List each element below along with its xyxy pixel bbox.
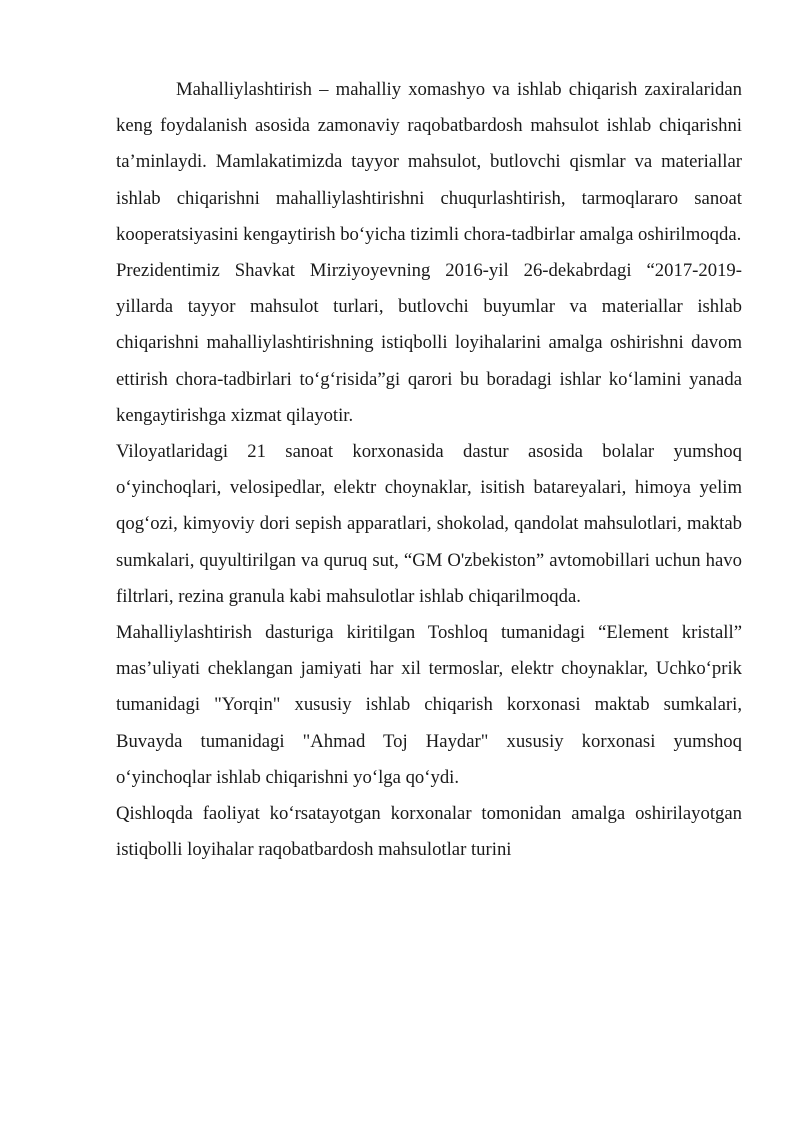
paragraph-localization-definition: Mahalliylashtirish – mahalliy xomashyo va ishlab chiqarish zaxiralaridan keng foydalanish asosida zamonaviy raqobatbardosh mahsulot ishlab chiqarishni ta’minlaydi. Mamlakatimizda tayyor mahsulot, butlovchi qismlar va materiallar ishlab chiqarishni mahalliylashtirishni chuqurlashtirish, tarmoqlararo sanoat kooperatsiyasini kengaytirish bo‘yicha tizimli chora-tadbirlar amalga oshirilmoqda. xyxy=(116,79,742,245)
document-page xyxy=(116,72,742,868)
paragraph-regional-enterprises: Viloyatlaridagi 21 sanoat korxonasida dastur asosida bolalar yumshoq o‘yinchoqlari, velosipedlar, elektr choynaklar, isitish batareyalari, himoya yelim qog‘ozi, kimyoviy dori sepish apparatlari, shokolad, qandolat mahsulotlari, maktab sumkalari, quyultirilgan va quruq sut, “GM O'zbekiston” avtomobillari uchun havo filtrlari, rezina granula kabi mahsulotlar ishlab chiqarilmoqda. xyxy=(116,441,742,607)
paragraph-localization-program: Mahalliylashtirish dasturiga kiritilgan Toshloq tumanidagi “Element kristall” mas’uliyati cheklangan jamiyati har xil termoslar, elektr choynaklar, Uchko‘prik tumanidagi "Yorqin" xususiy ishlab chiqarish korxonasi maktab sumkalari, Buvayda tumanidagi "Ahmad Toj Haydar" xususiy korxonasi yumshoq o‘yinchoqlar ishlab chiqarishni yo‘lga qo‘ydi. xyxy=(116,622,742,788)
paragraph-rural-enterprises: Qishloqda faoliyat ko‘rsatayotgan korxonalar tomonidan amalga oshirilayotgan istiqbolli loyihalar raqobatbardosh mahsulotlar turini xyxy=(116,803,742,861)
paragraph-presidential-decree: Prezidentimiz Shavkat Mirziyoyevning 2016-yil 26-dekabrdagi “2017-2019-yillarda tayyor mahsulot turlari, butlovchi buyumlar va materiallar ishlab chiqarishni mahalliylashtirishning istiqbolli loyihalarini amalga oshirishni davom ettirish chora-tadbirlari to‘g‘risida”gi qarori bu boradagi ishlar ko‘lamini yanada kengaytirishga xizmat qilayotir. xyxy=(116,260,742,426)
